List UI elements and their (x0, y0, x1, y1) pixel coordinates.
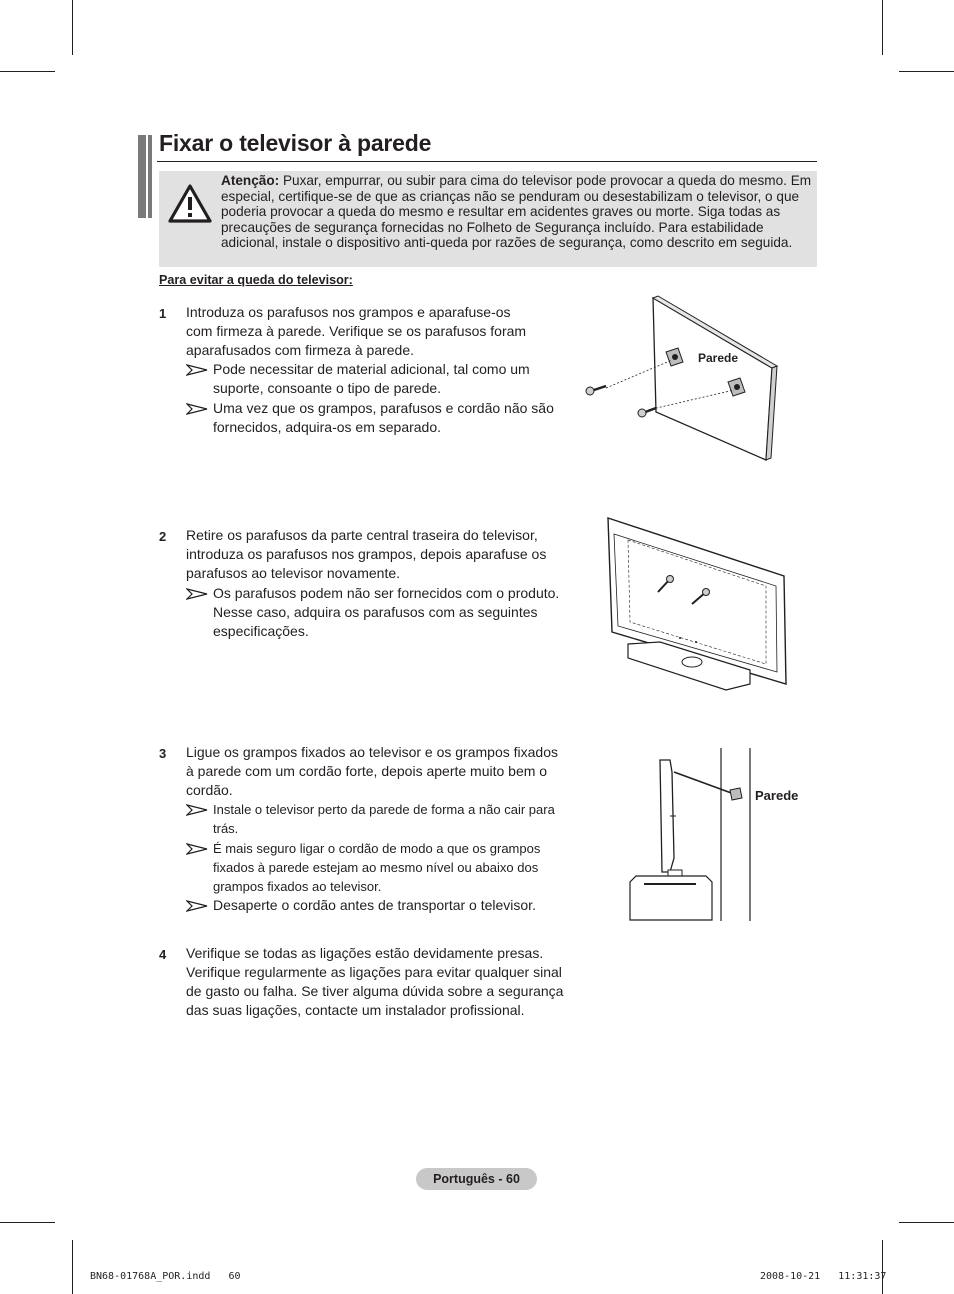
wall-clamp-icon (730, 788, 742, 800)
step-text: Introduza os parafusos nos grampos e aparafuse-os com firmeza à parede. Verifique se os parafusos foram aparafusados com firmeza à parede. (186, 304, 527, 358)
wall-label: Parede (698, 351, 739, 365)
note-arrow-icon (186, 900, 208, 912)
note-arrow-icon (186, 588, 208, 600)
screw-icon (638, 408, 656, 417)
step-number: 3 (159, 746, 167, 761)
step-note: Desaperte o cordão antes de transportar o televisor. (213, 897, 536, 913)
step-note: Os parafusos podem não ser fornecidos com o produto. Nesse caso, adquira os parafusos com as seguintes especificações. (213, 585, 560, 639)
tv-side-illustration (626, 748, 756, 923)
print-slug-right: 2008-10-21 11:31:37 (760, 1271, 887, 1282)
step-note: Instale o televisor perto da parede de forma a não cair para trás. (213, 802, 555, 836)
crop-mark (882, 1240, 883, 1294)
step-number: 1 (159, 306, 167, 321)
screw-icon (586, 386, 606, 395)
tv-rear-illustration (600, 512, 792, 698)
step-text: Retire os parafusos da parte central traseira do televisor, introduza os parafusos nos grampos, depois aparafuse os parafusos ao televisor novamente. (186, 527, 547, 581)
note-arrow-icon (186, 843, 208, 855)
title-accent-gap (146, 135, 148, 218)
step-text: Ligue os grampos fixados ao televisor e os grampos fixados à parede com um cordão forte, depois aperte muito bem o cordão. (186, 744, 558, 798)
page-number-badge: Português - 60 (416, 1168, 537, 1190)
crop-mark (0, 1222, 55, 1223)
title-underline (157, 161, 817, 162)
crop-mark (0, 71, 55, 72)
warning-label: Atenção: (221, 173, 280, 188)
title-accent-bar (138, 135, 152, 218)
step-number: 2 (159, 529, 167, 544)
wall-clamp-illustration (580, 292, 780, 467)
note-arrow-icon (186, 364, 208, 376)
warning-text (221, 173, 815, 251)
crop-mark (72, 0, 73, 55)
note-arrow-icon (186, 403, 208, 415)
step-note: Pode necessitar de material adicional, tal como um suporte, consoante o tipo de parede. (213, 361, 530, 396)
side-wall-label: Parede (755, 788, 799, 803)
crop-mark (899, 1222, 954, 1223)
note-arrow-icon (186, 804, 208, 816)
step-number: 4 (159, 947, 167, 962)
print-slug-left: BN68-01768A_POR.indd 60 (90, 1271, 241, 1282)
page-title: Fixar o televisor à parede (159, 130, 432, 156)
warning-body: Puxar, empurrar, ou subir para cima do televisor pode provocar a queda do mesmo. Em especial, certifique-se de que as crianças não se penduram ou desestabilizam o televisor, o que poderia provocar a queda do mesmo e resultar em acidentes graves ou morte. Siga todas as precauções de segurança fornecidas no Folheto de Segurança incluído. Para estabilidade adicional, instale o dispositivo anti-queda por razões de segurança, como descrito em seguida. (221, 173, 812, 251)
step-text: Verifique se todas as ligações estão devidamente presas. Verifique regularmente as ligações para evitar qualquer sinal de gasto ou falha. Se tiver alguma dúvida sobre a segurança das suas ligações, contacte um instalador profissional. (186, 945, 564, 1018)
crop-mark (882, 0, 883, 55)
step-note: É mais seguro ligar o cordão de modo a que os grampos fixados à parede estejam ao mesmo nível ou abaixo dos grampos fixados ao televisor. (213, 841, 541, 894)
crop-mark (899, 71, 954, 72)
warning-triangle-icon (167, 183, 213, 225)
crop-mark (72, 1240, 73, 1294)
section-subheading: Para evitar a queda do televisor: (159, 273, 353, 287)
step-note: Uma vez que os grampos, parafusos e cordão não são fornecidos, adquira-os em separado. (213, 400, 554, 435)
